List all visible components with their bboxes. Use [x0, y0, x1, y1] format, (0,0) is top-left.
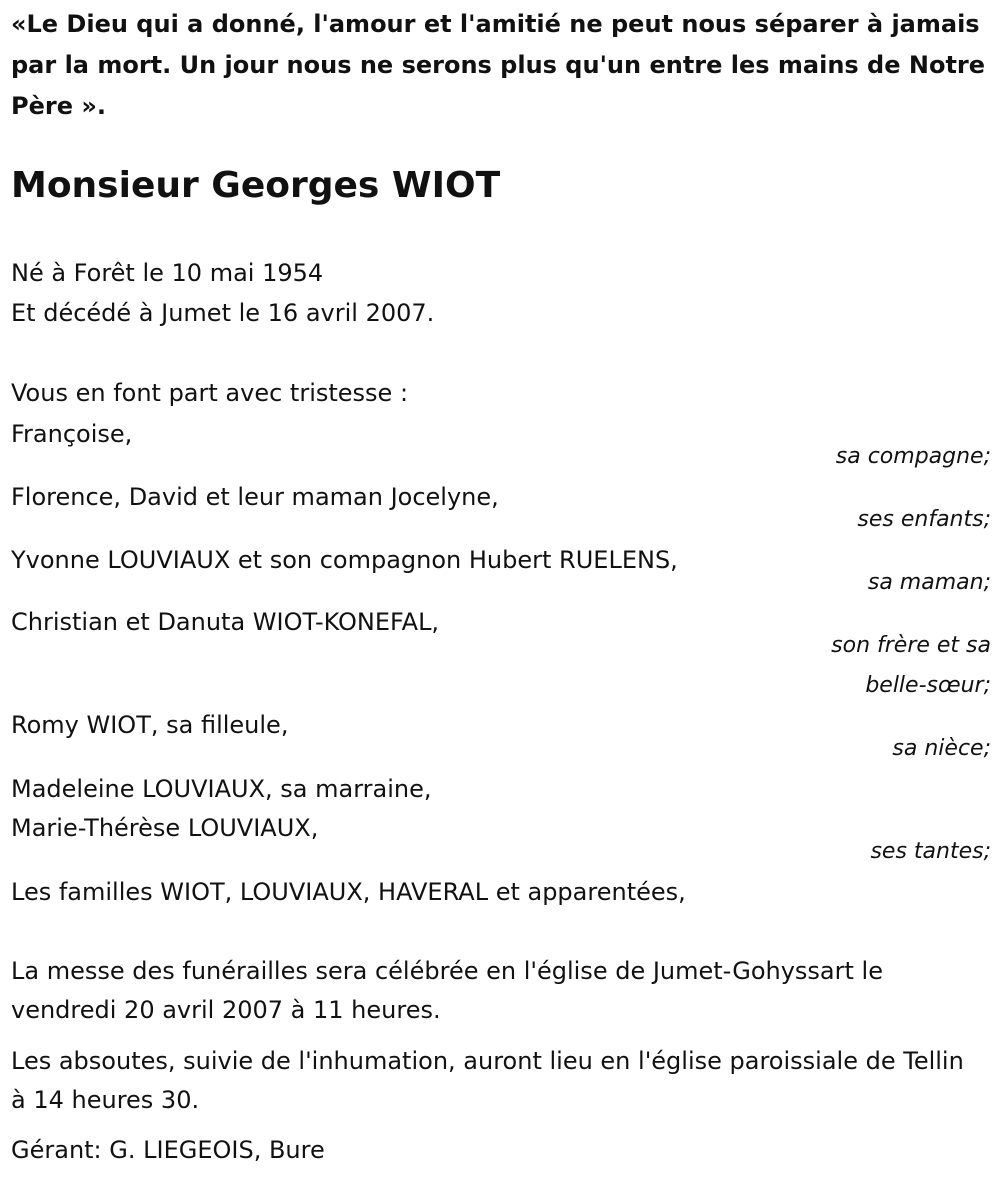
family-names: Romy WIOT, sa filleule, [11, 711, 289, 739]
family-relation: belle-sœur; [865, 673, 991, 698]
announcement-intro: Vous en font part avec tristesse : [11, 379, 409, 407]
family-names: Marie-Thérèse LOUVIAUX, [11, 814, 319, 842]
family-names: Madeleine LOUVIAUX, sa marraine, [11, 775, 432, 803]
family-names: Yvonne LOUVIAUX et son compagnon Hubert RUELENS, [11, 546, 678, 574]
family-relation: sa maman; [867, 570, 991, 595]
deceased-name: Monsieur Georges WIOT [11, 165, 501, 206]
family-relation: ses tantes; [870, 839, 991, 864]
burial-info: Les absoutes, suivie de l'inhumation, auront lieu en l'église paroissiale de Tellin à 14 heures 30. [11, 1047, 964, 1114]
family-names: Christian et Danuta WIOT-KONEFAL, [11, 608, 440, 636]
funeral-mass-info: La messe des funérailles sera célébrée en l'église de Jumet-Gohyssart le vendredi 20 avril 2007 à 11 heures. [11, 957, 883, 1024]
family-names: Florence, David et leur maman Jocelyne, [11, 483, 499, 511]
family-names: Les familles WIOT, LOUVIAUX, HAVERAL et apparentées, [11, 878, 686, 906]
family-relation: son frère et sa [831, 633, 991, 658]
death-line: Et décédé à Jumet le 16 avril 2007. [11, 299, 435, 327]
family-relation: ses enfants; [857, 507, 991, 532]
family-relation: sa compagne; [835, 444, 991, 469]
funeral-manager: Gérant: G. LIEGEOIS, Bure [11, 1136, 325, 1164]
family-relation: sa nièce; [892, 736, 991, 761]
family-names: Françoise, [11, 420, 133, 448]
birth-line: Né à Forêt le 10 mai 1954 [11, 259, 324, 287]
opening-quote: «Le Dieu qui a donné, l'amour et l'amitié ne peut nous séparer à jamais par la mort. Un jour nous ne serons plus qu'un entre les mains de Notre Père ». [11, 10, 986, 120]
